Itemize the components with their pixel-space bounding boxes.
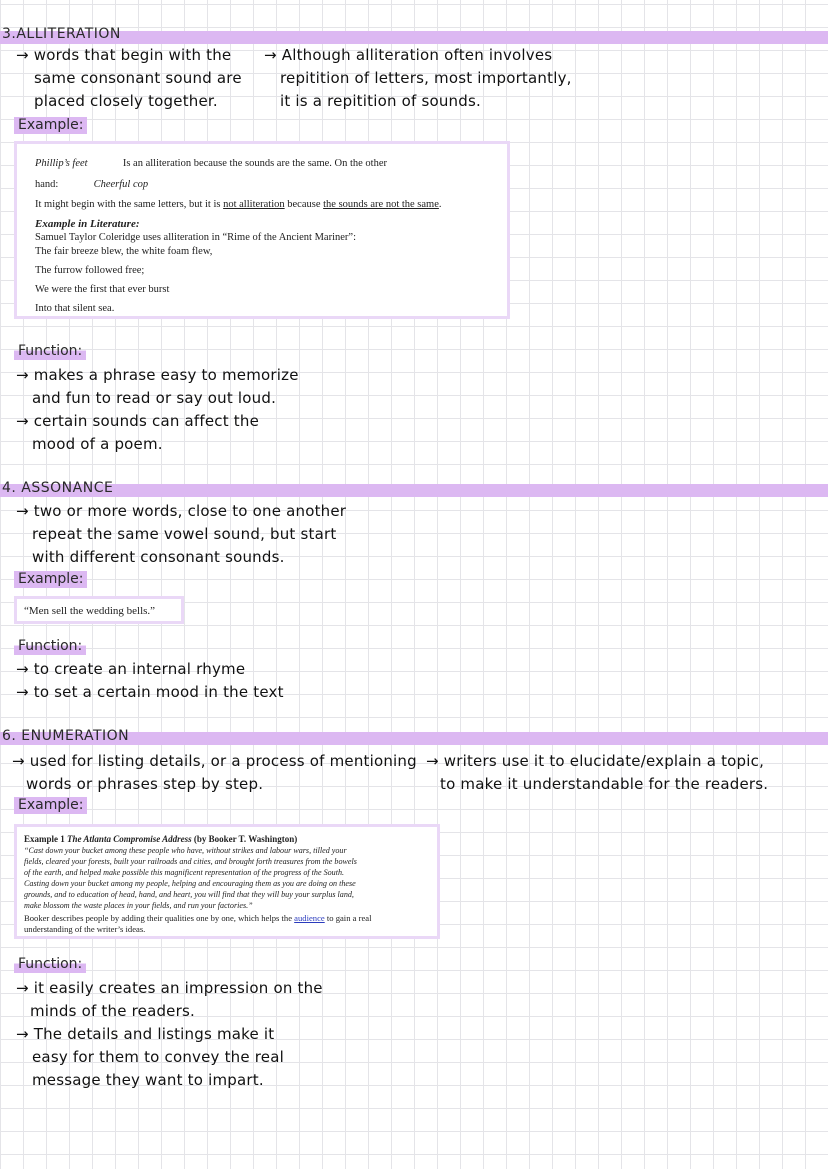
function-line: minds of the readers. bbox=[30, 1002, 195, 1020]
note-line: → writers use it to elucidate/explain a topic, bbox=[426, 752, 765, 770]
explanation-line bbox=[24, 913, 372, 923]
example-title bbox=[24, 834, 297, 844]
function-line: easy for them to convey the real bbox=[32, 1048, 284, 1066]
poem-line: The furrow followed free; bbox=[35, 265, 145, 276]
function-line: → The details and listings make it bbox=[16, 1025, 275, 1043]
example-line: Samuel Taylor Coleridge uses alliteration in “Rime of the Ancient Mariner”: bbox=[35, 232, 356, 243]
heading-highlight-bar bbox=[0, 484, 828, 497]
definition-line: words or phrases step by step. bbox=[26, 775, 264, 793]
example-text: The Atlanta Compromise Address bbox=[67, 834, 192, 844]
example-word: Phillip’s feet bbox=[35, 158, 88, 169]
example-text: Example 1 bbox=[24, 834, 68, 844]
section-heading-enumeration: 6. ENUMERATION bbox=[2, 728, 130, 744]
poem-line: We were the first that ever burst bbox=[35, 284, 170, 295]
example-line bbox=[35, 199, 442, 210]
audience-link[interactable]: audience bbox=[294, 913, 325, 923]
note-line: it is a repitition of sounds. bbox=[280, 92, 481, 110]
underlined-text: the sounds are not the same bbox=[323, 199, 439, 210]
example-line bbox=[35, 158, 387, 169]
example-text: . bbox=[438, 199, 442, 210]
example-text: Booker describes people by adding their qualities one by one, which helps the bbox=[24, 913, 295, 923]
function-line: → to create an internal rhyme bbox=[16, 660, 246, 678]
function-label: Function: bbox=[14, 343, 86, 360]
example-text: to gain a real bbox=[324, 913, 372, 923]
definition-line: repeat the same vowel sound, but start bbox=[32, 525, 337, 543]
example-text: (by Booker T. Washington) bbox=[191, 834, 298, 844]
section-heading-alliteration: 3.ALLITERATION bbox=[2, 26, 121, 42]
note-line: to make it understandable for the readers. bbox=[440, 775, 769, 793]
note-line: → Although alliteration often involves bbox=[264, 46, 553, 64]
example-box-enumeration bbox=[14, 824, 440, 939]
example-word: Cheerful cop bbox=[93, 179, 149, 190]
example-subheading: Example in Literature: bbox=[35, 218, 140, 230]
explanation-line: understanding of the writer’s ideas. bbox=[24, 924, 146, 934]
example-box-alliteration bbox=[14, 141, 510, 319]
underlined-text: not alliteration bbox=[223, 199, 285, 210]
function-line: → makes a phrase easy to memorize bbox=[16, 366, 299, 384]
quote-line: of the earth, and helped make possible this magnificent representation of the progress of the South. bbox=[24, 868, 345, 877]
function-line: message they want to impart. bbox=[32, 1071, 264, 1089]
example-text: because bbox=[284, 199, 324, 210]
function-line: → it easily creates an impression on the bbox=[16, 979, 323, 997]
quote-line: make blossom the waste places in your fields, and run your factories.” bbox=[24, 901, 253, 910]
example-label: Example: bbox=[14, 571, 87, 588]
example-text: hand: bbox=[35, 179, 59, 190]
quote-line: Casting down your bucket among my people, helping and encouraging them as you are doing on these bbox=[24, 879, 356, 888]
function-line: mood of a poem. bbox=[32, 435, 163, 453]
poem-line: The fair breeze blew, the white foam flew, bbox=[35, 246, 213, 257]
function-label: Function: bbox=[14, 956, 86, 973]
quote-line: fields, cleared your forests, built your railroads and cities, and brought forth treasures from the bowels bbox=[24, 857, 357, 866]
function-line: → to set a certain mood in the text bbox=[16, 683, 284, 701]
example-box-assonance bbox=[14, 596, 184, 624]
section-heading-assonance: 4. ASSONANCE bbox=[2, 480, 114, 496]
note-line: repitition of letters, most importantly, bbox=[280, 69, 572, 87]
definition-line: → used for listing details, or a process of mentioning bbox=[12, 752, 417, 770]
heading-highlight-bar bbox=[0, 31, 828, 44]
definition-line: with different consonant sounds. bbox=[32, 548, 285, 566]
example-text: It might begin with the same letters, but it is bbox=[35, 199, 224, 210]
example-line bbox=[35, 179, 148, 190]
quote-line: grounds, and to education of head, hand, and heart, you will find that they will buy your surplus land, bbox=[24, 890, 354, 899]
quote-line: “Cast down your bucket among these people who have, without strikes and labour wars, tilled your bbox=[24, 846, 347, 855]
definition-line: → words that begin with the bbox=[16, 46, 232, 64]
function-label: Function: bbox=[14, 638, 86, 655]
function-line: → certain sounds can affect the bbox=[16, 412, 260, 430]
function-line: and fun to read or say out loud. bbox=[32, 389, 277, 407]
example-label: Example: bbox=[14, 117, 87, 134]
example-line: “Men sell the wedding bells.” bbox=[24, 605, 156, 617]
poem-line: Into that silent sea. bbox=[35, 303, 115, 314]
definition-line: same consonant sound are bbox=[34, 69, 242, 87]
definition-line: → two or more words, close to one another bbox=[16, 502, 347, 520]
example-label: Example: bbox=[14, 797, 87, 814]
example-explanation: Is an alliteration because the sounds are the same. On the other bbox=[122, 158, 387, 169]
definition-line: placed closely together. bbox=[34, 92, 218, 110]
